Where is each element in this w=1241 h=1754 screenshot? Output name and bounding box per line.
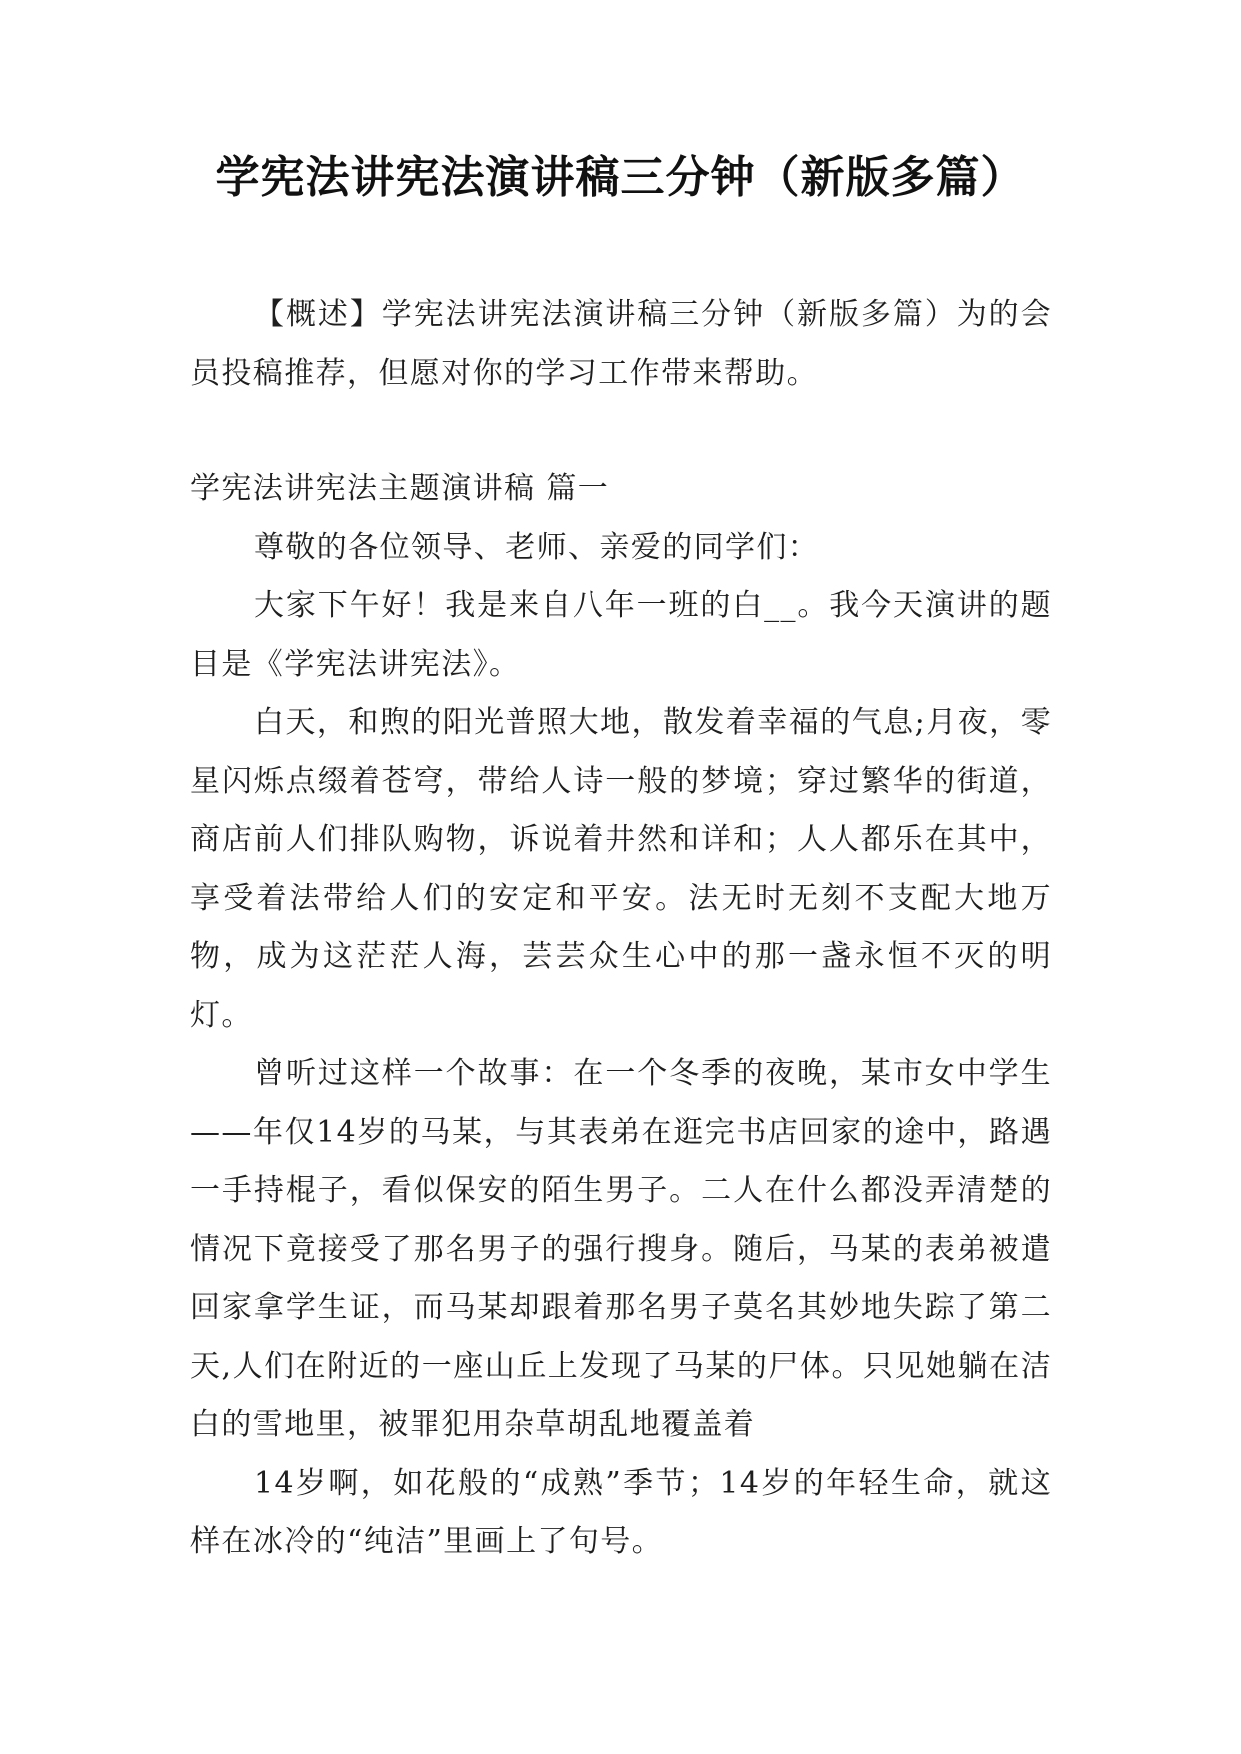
document-title: 学宪法讲宪法演讲稿三分钟（新版多篇）	[215, 152, 1026, 203]
paragraph-day-night: 白天，和煦的阳光普照大地，散发着幸福的气息;月夜，零星闪烁点缀着苍穹，带给人诗一般的梦境；穿过繁华的街道，商店前人们排队购物，诉说着井然和详和；人人都乐在其中，享受着法带给人们的安定和平安。法无时无刻不支配大地万物，成为这茫茫人海，芸芸众生心中的那一盏永恒不灭的明灯。	[190, 705, 1052, 1033]
section-heading: 学宪法讲宪法主题演讲稿 篇一	[190, 471, 610, 506]
summary-block	[190, 286, 1052, 403]
paragraph-intro: 大家下午好！我是来自八年一班的白__。我今天演讲的题目是《学宪法讲宪法》。	[190, 588, 1052, 682]
paragraph-age-14: 14岁啊，如花般的“成熟”季节；14岁的年轻生命，就这样在冰冷的“纯洁”里画上了句号。	[190, 1465, 1052, 1559]
summary-paragraph: 【概述】学宪法讲宪法演讲稿三分钟（新版多篇）为的会员投稿推荐，但愿对你的学习工作带来帮助。	[190, 297, 1052, 391]
paragraph-story: 曾听过这样一个故事：在一个冬季的夜晚，某市女中学生——年仅14岁的马某，与其表弟在逛完书店回家的途中，路遇一手持棍子，看似保安的陌生男子。二人在什么都没弄清楚的情况下竟接受了那名男子的强行搜身。随后，马某的表弟被遣回家拿学生证，而马某却跟着那名男子莫名其妙地失踪了第二天,人们在附近的一座山丘上发现了马某的尸体。只见她躺在洁白的雪地里，被罪犯用杂草胡乱地覆盖着	[190, 1056, 1052, 1442]
speech-body	[190, 460, 1052, 1572]
paragraph-greeting: 尊敬的各位领导、老师、亲爱的同学们：	[254, 529, 820, 565]
